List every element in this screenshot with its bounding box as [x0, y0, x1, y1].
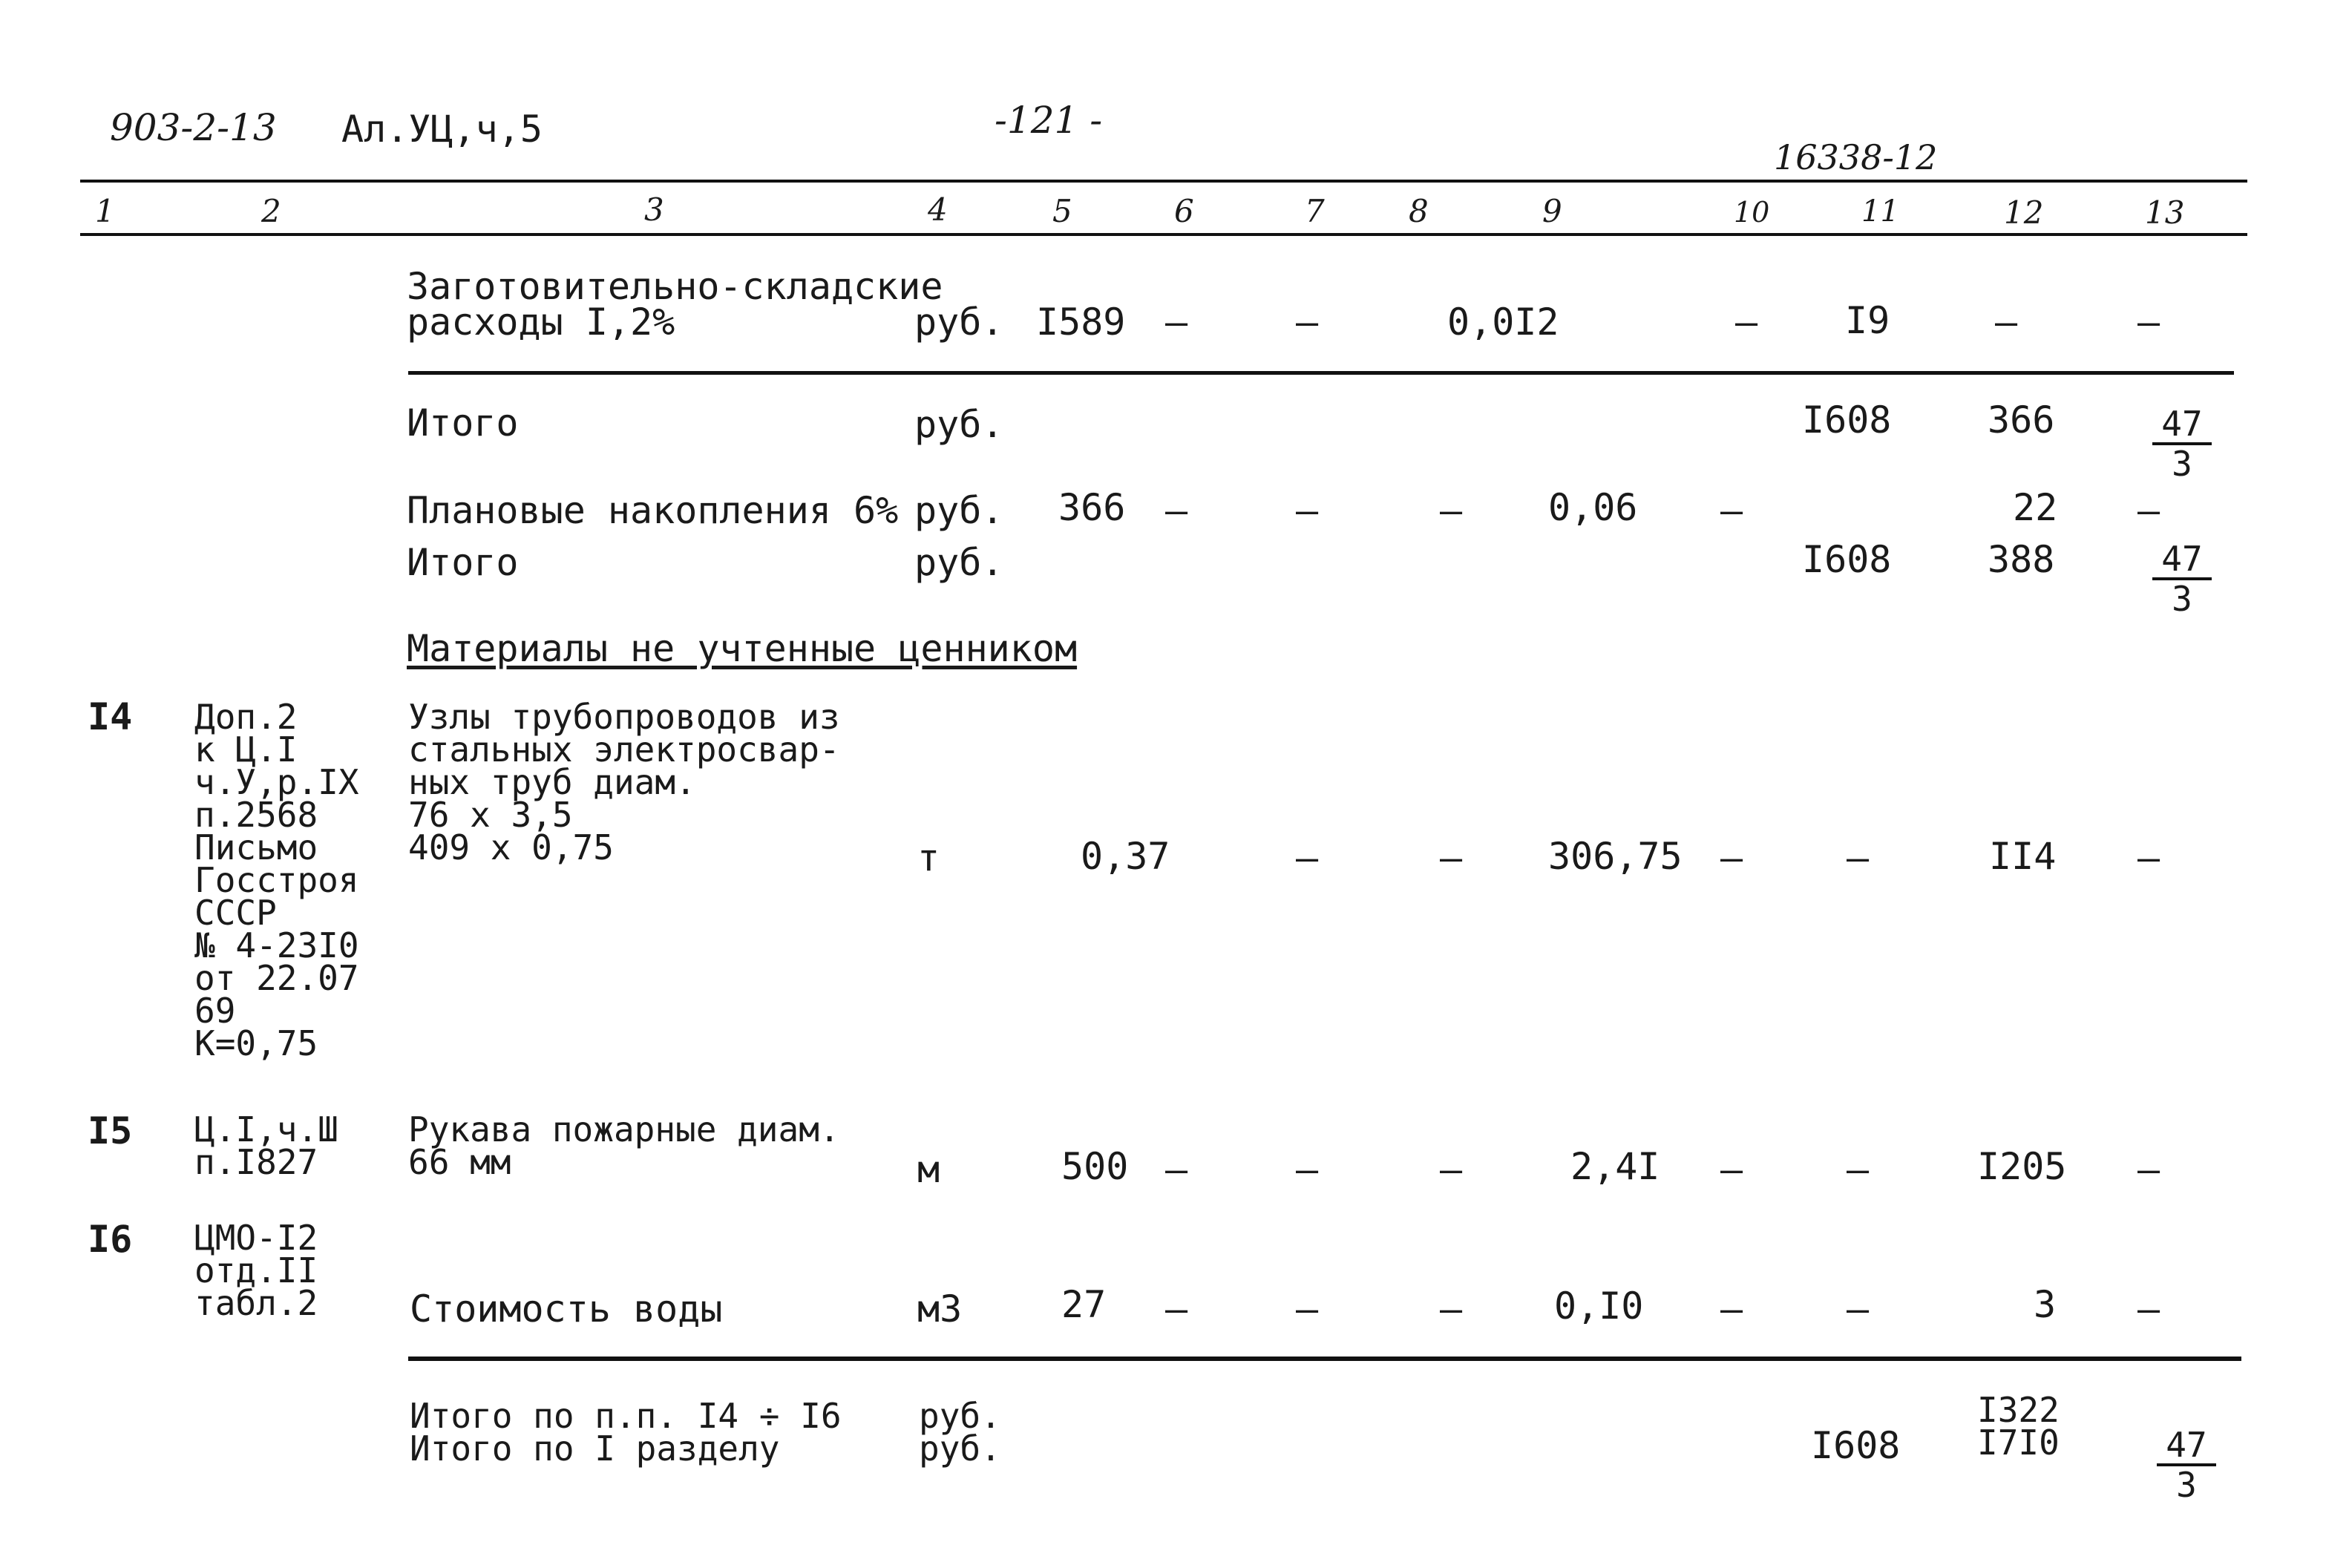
header-bottom-rule	[80, 233, 2247, 236]
row7-divider	[408, 1357, 2241, 1361]
row3-col10: –	[1720, 489, 1743, 532]
row4-name: Итого	[407, 541, 519, 584]
row6-unit: м	[917, 1148, 940, 1191]
row5-unit: т	[917, 836, 940, 879]
row5-col9: 306,75	[1548, 835, 1683, 878]
row5-col5: 0,37	[1081, 835, 1170, 878]
row8-unit: руб. руб.	[919, 1396, 1001, 1469]
row3-unit: руб.	[914, 489, 1004, 532]
row3-col8: –	[1440, 489, 1463, 532]
row3-col12: 22	[2013, 486, 2058, 529]
row5-col13: –	[2137, 836, 2160, 879]
row6-col7: –	[1296, 1148, 1319, 1191]
header-top-rule	[80, 180, 2247, 183]
row7-col8: –	[1440, 1287, 1463, 1331]
row7-unit: м3	[917, 1287, 963, 1331]
row6-number: I5	[88, 1109, 133, 1152]
col-header-2: 2	[261, 193, 281, 229]
row8-name: Итого по п.п. I4 ÷ I6 Итого по I разделу	[410, 1396, 842, 1469]
row7-col10: –	[1720, 1287, 1743, 1331]
row5-col8: –	[1440, 836, 1463, 879]
col-header-12: 12	[2004, 194, 2044, 231]
row2-col13-fraction	[2152, 404, 2212, 484]
col-header-4: 4	[928, 191, 948, 228]
row1-col7: –	[1296, 301, 1319, 344]
row1-col6: –	[1165, 301, 1188, 344]
row4-col13-fraction	[2152, 539, 2212, 619]
row5-number: I4	[88, 695, 133, 738]
row1-divider	[408, 371, 2234, 375]
row7-number: I6	[88, 1218, 133, 1261]
row6-col9: 2,4I	[1570, 1145, 1660, 1188]
col-header-1: 1	[95, 193, 115, 229]
row4-unit: руб.	[914, 541, 1004, 584]
row1-col10: –	[1735, 301, 1758, 344]
row7-col12: 3	[2034, 1283, 2057, 1326]
row5-reference: Доп.2 к Ц.I ч.У,р.IX п.2568 Письмо Госстроя СССР № 4-23I0 от 22.07 69 К=0,75	[194, 697, 359, 1063]
row2-unit: руб.	[914, 403, 1004, 446]
row6-col5: 500	[1061, 1145, 1129, 1188]
album-reference: Ал.УЦ,ч,5	[341, 108, 543, 151]
row2-col11: I608	[1802, 398, 1892, 442]
row3-col7: –	[1296, 489, 1319, 532]
row4-col11: I608	[1802, 538, 1892, 581]
row4-col12: 388	[1988, 538, 2055, 581]
row2-col12: 366	[1988, 398, 2055, 442]
row3-col9: 0,06	[1548, 486, 1638, 529]
row5-col11: –	[1847, 836, 1870, 879]
col-header-11: 11	[1861, 194, 1899, 229]
row2-col13-bottom: 3	[2172, 444, 2192, 484]
col-header-6: 6	[1174, 193, 1194, 229]
row3-col13: –	[2137, 489, 2160, 532]
row3-col6: –	[1165, 489, 1188, 532]
row1-col11: I9	[1845, 299, 1890, 342]
row7-col7: –	[1296, 1287, 1319, 1331]
row7-col5: 27	[1061, 1283, 1107, 1326]
row6-name: Рукава пожарные диам. 66 мм	[408, 1109, 840, 1182]
row1-name: Заготовительно-складские расходы I,2%	[407, 265, 943, 344]
row3-name: Плановые накопления 6%	[407, 489, 899, 532]
col-header-10: 10	[1734, 196, 1770, 229]
row3-col5: 366	[1058, 486, 1126, 529]
document-code: 903-2-13	[110, 106, 277, 149]
row6-col13: –	[2137, 1148, 2160, 1191]
row2-name: Итого	[407, 401, 519, 445]
row7-name: Стоимость воды	[410, 1287, 723, 1331]
row6-col12: I205	[1977, 1145, 2067, 1188]
row2-col13-top: 47	[2161, 404, 2203, 444]
section-heading: Материалы не учтенные ценником	[407, 627, 1078, 670]
row6-col10: –	[1720, 1148, 1743, 1191]
page-number: -121 -	[995, 99, 1103, 142]
row6-col8: –	[1440, 1148, 1463, 1191]
row6-col6: –	[1165, 1148, 1188, 1191]
col-header-8: 8	[1409, 193, 1429, 229]
row7-reference: ЦМО-I2 отд.II табл.2	[194, 1218, 318, 1323]
row5-col12: II4	[1989, 835, 2057, 878]
col-header-7: 7	[1305, 193, 1325, 229]
row7-col9: 0,I0	[1554, 1285, 1644, 1328]
col-header-3: 3	[644, 191, 664, 228]
row4-col13-top: 47	[2161, 539, 2203, 579]
row6-col11: –	[1847, 1148, 1870, 1191]
row1-col5: I589	[1036, 301, 1126, 344]
row8-col13-top: 47	[2166, 1425, 2207, 1465]
row7-col6: –	[1165, 1287, 1188, 1331]
col-header-9: 9	[1542, 193, 1562, 229]
row7-col13: –	[2137, 1287, 2160, 1331]
row8-col12: I322 I7I0	[1977, 1390, 2060, 1463]
col-header-13: 13	[2145, 194, 2185, 231]
row5-name: Узлы трубопроводов из стальных электросвар- ных труб диам. 76 х 3,5 409 х 0,75	[408, 697, 840, 867]
row5-col7: –	[1296, 836, 1319, 879]
row7-col11: –	[1847, 1287, 1870, 1331]
row1-col9: 0,0I2	[1447, 301, 1559, 344]
stamp-number: 16338-12	[1774, 137, 1938, 177]
col-header-5: 5	[1052, 193, 1072, 229]
row8-col13-bottom: 3	[2176, 1465, 2197, 1505]
row1-col12: –	[1995, 301, 2018, 344]
row1-col13: –	[2137, 301, 2160, 344]
row6-reference: Ц.I,ч.Ш п.I827	[194, 1109, 338, 1182]
row1-unit: руб.	[914, 301, 1004, 344]
row8-col11: I608	[1811, 1424, 1901, 1467]
row8-col13-fraction	[2157, 1425, 2216, 1505]
row4-col13-bottom: 3	[2172, 579, 2192, 619]
row5-col10: –	[1720, 836, 1743, 879]
